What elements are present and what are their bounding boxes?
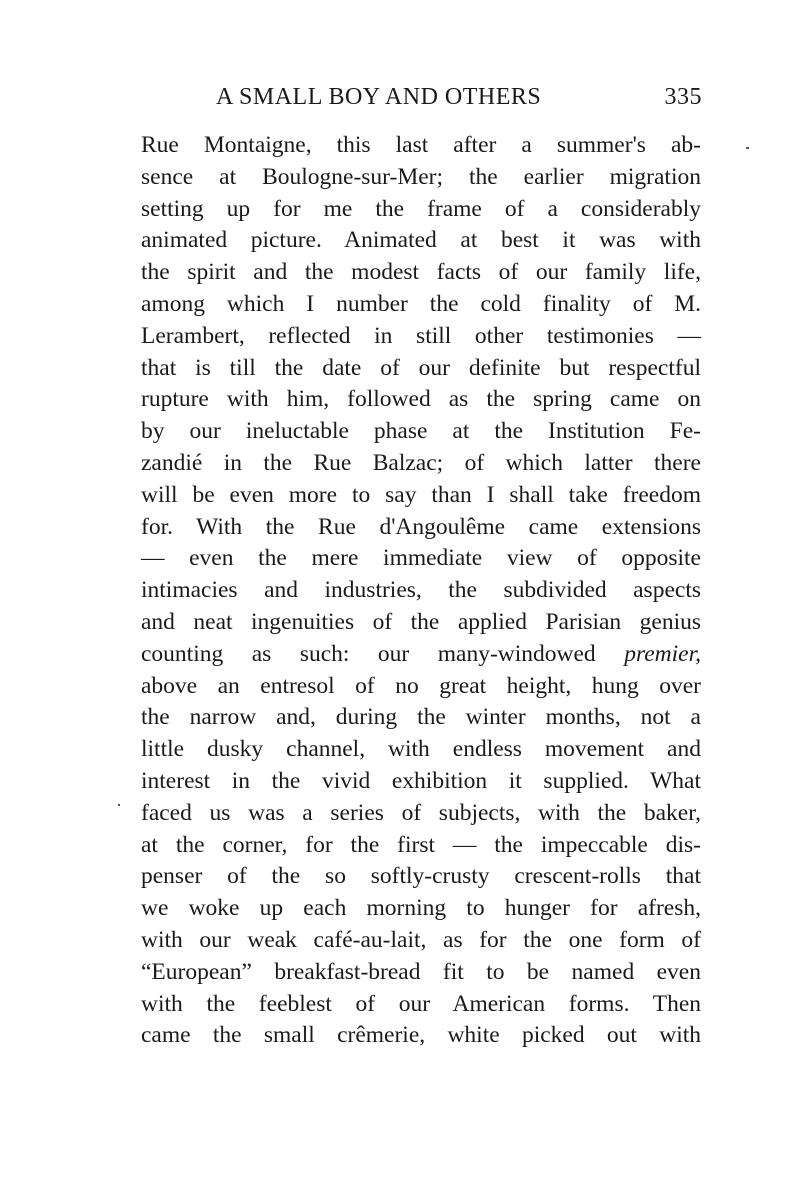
text-line: and neat ingenuities of the applied Parisian genius [141, 608, 701, 635]
text-line: little dusky channel, with endless movement and [141, 736, 701, 763]
text-line: with the feeblest of our American forms. Then [141, 990, 701, 1017]
text-line: for. With the Rue d'Angoulême came extensions [141, 513, 701, 540]
text-line: “European” breakfast-bread fit to be named even [141, 958, 701, 985]
text-line: the narrow and, during the winter months, not a [141, 704, 701, 731]
paper-speck [746, 147, 749, 149]
running-title: A SMALL BOY AND OTHERS [216, 84, 542, 110]
text-line: animated picture. Animated at best it was with [141, 227, 701, 254]
text-line: rupture with him, followed as the spring came on [141, 386, 701, 413]
text-line: by our ineluctable phase at the Institution Fe- [141, 418, 701, 445]
text-line: setting up for me the frame of a considerably [141, 195, 701, 222]
page-number: 335 [664, 84, 702, 110]
text-line: Lerambert, reflected in still other testimonies — [141, 322, 701, 349]
text-line: interest in the vivid exhibition it supplied. What [141, 767, 701, 794]
text-line: penser of the so softly-crusty crescent-rolls that [141, 863, 701, 890]
text-line-part: counting as such: our many-windowed [141, 640, 596, 667]
text-line: — even the mere immediate view of opposite [141, 545, 701, 572]
text-line-with-italic [141, 639, 701, 671]
text-line: faced us was a series of subjects, with the baker, [141, 799, 701, 826]
text-line: above an entresol of no great height, hung over [141, 672, 701, 699]
text-line: the spirit and the modest facts of our family life, [141, 259, 701, 286]
italic-word: premier, [624, 640, 701, 667]
text-line: among which I number the cold finality of M. [141, 290, 701, 317]
text-line: intimacies and industries, the subdivided aspects [141, 577, 701, 604]
text-line: with our weak café-au-lait, as for the one form of [141, 926, 701, 953]
running-head [216, 84, 702, 118]
text-line: will be even more to say than I shall take freedom [141, 481, 701, 508]
text-line: came the small crêmerie, white picked out with [141, 1022, 701, 1049]
paper-speck [118, 804, 120, 806]
text-line: Rue Montaigne, this last after a summer's ab- [141, 132, 701, 158]
text-line: that is till the date of our definite but respectful [141, 354, 701, 381]
body-text [141, 130, 701, 1052]
text-line: at the corner, for the first — the impeccable dis- [141, 831, 701, 858]
text-line: we woke up each morning to hunger for afresh, [141, 895, 701, 922]
text-line: sence at Boulogne-sur-Mer; the earlier migration [141, 163, 701, 190]
text-line: zandié in the Rue Balzac; of which latter there [141, 449, 701, 476]
